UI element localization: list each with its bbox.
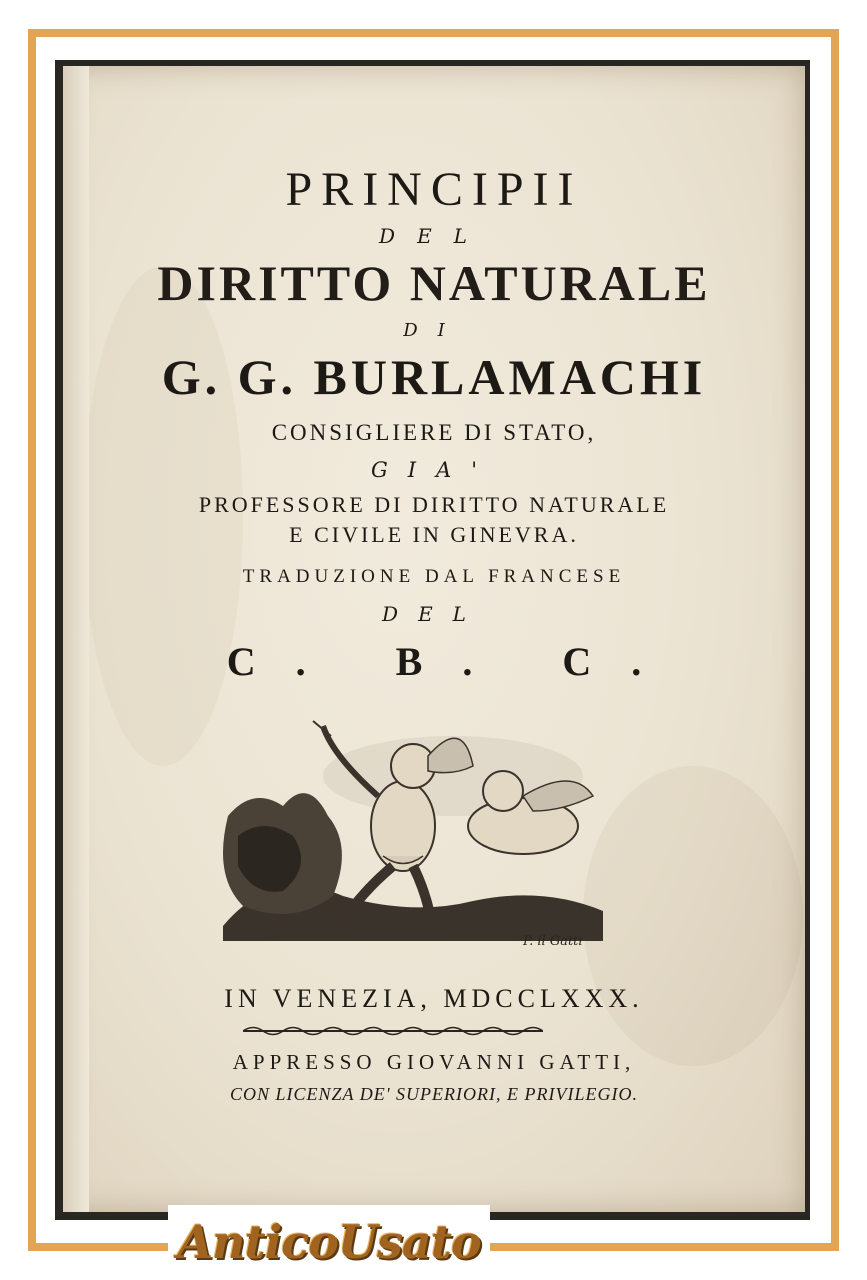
di-text: DI xyxy=(403,320,465,341)
professor-line-1: PROFESSORE DI DIRITTO NATURALE xyxy=(198,492,670,517)
cherubs-vignette-illustration xyxy=(213,696,613,956)
book-subject: DIRITTO NATURALE xyxy=(157,255,711,311)
gia-text: GIA' xyxy=(370,458,497,482)
del-text-2: DEL xyxy=(382,602,486,626)
engraver-signature: P. il Gatti xyxy=(523,934,583,949)
del-text: DEL xyxy=(379,224,489,248)
anticousato-logo: AnticoUsato xyxy=(177,1215,481,1269)
translation-note: TRADUZIONE DAL FRANCESE xyxy=(242,566,626,587)
author-position: CONSIGLIERE DI STATO, xyxy=(271,420,597,445)
imprint-place-date: IN VENEZIA, MDCCLXXX. xyxy=(224,984,644,1013)
title-page xyxy=(63,66,805,1212)
ornamental-rule xyxy=(243,1024,543,1038)
page-edge xyxy=(63,66,89,1212)
paper-stain xyxy=(583,766,803,1066)
publisher: APPRESSO GIOVANNI GATTI, xyxy=(232,1050,636,1074)
translator-initials: C. B. C. xyxy=(226,639,682,684)
professor-line-2: E CIVILE IN GINEVRA. xyxy=(289,522,579,547)
author-name: G. G. BURLAMACHI xyxy=(161,349,707,405)
license-note: CON LICENZA DE' SUPERIORI, E PRIVILEGIO. xyxy=(230,1084,638,1104)
book-title: PRINCIPII xyxy=(285,163,583,216)
